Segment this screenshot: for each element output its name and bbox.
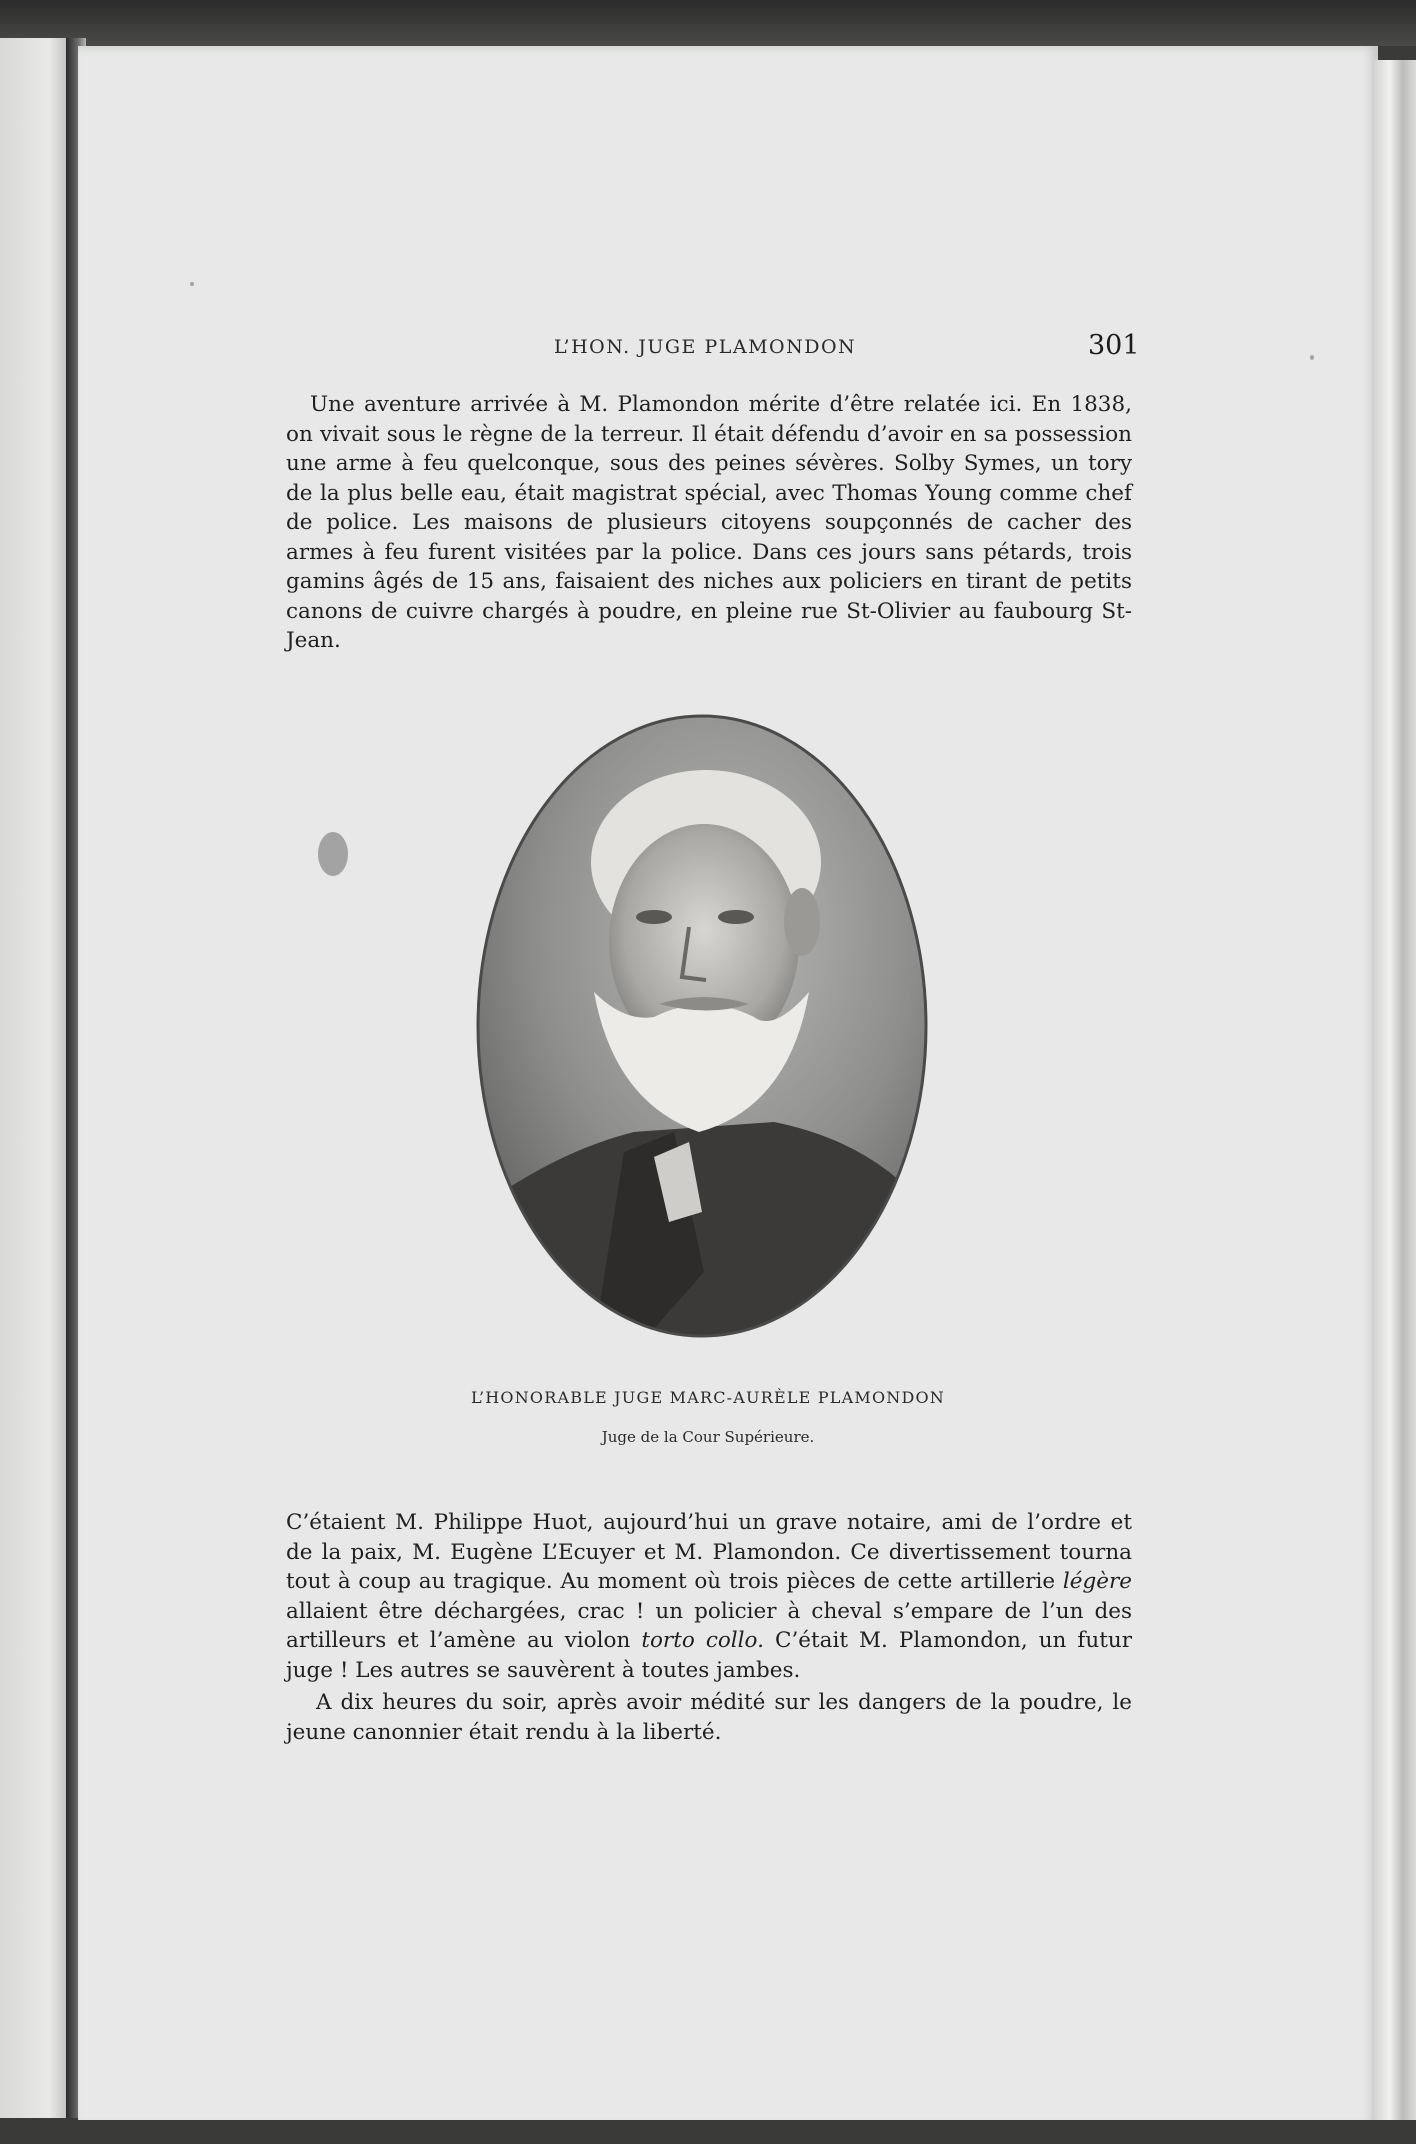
page-fore-edge bbox=[1372, 60, 1416, 2140]
portrait-caption-title: Juge de la Cour Supérieure. bbox=[601, 1428, 815, 1446]
paragraph-2 bbox=[286, 1508, 1132, 1685]
scan-top-edge bbox=[0, 0, 1416, 46]
paragraph-2-text-a: C’étaient M. Philippe Huot, aujourd’hui un grave notaire, ami de l’ordre et de la paix, M. Eugène L’Ecuyer et M. Plamondon. Ce divertissement tourna tout à coup au tragique. Au moment où trois pièces de cette artillerie bbox=[286, 1510, 1132, 1594]
paragraph-2-text-b: allaient être déchargées, crac ! un policier à cheval s’empare de l’un des artilleurs et l’amène au violon bbox=[286, 1598, 1132, 1653]
paragraph-1: Une aventure arrivée à M. Plamondon mérite d’être relatée ici. En 1838, on vivait sous le règne de la terreur. Il était défendu d’avoir en sa possession une arme à feu quelconque, sous des peines sévères. Solby Symes, un tory de la plus belle eau, était magistrat spécial, avec Thomas Young comme chef de police. Les maisons de plusieurs citoyens soupçonnés de cacher des armes à feu furent visitées par la police. Dans ces jours sans pétards, trois gamins âgés de 15 ans, faisaient des niches aux policiers en tirant de petits canons de cuivre chargés à poudre, en pleine rue St-Olivier au faubourg St-Jean. bbox=[286, 392, 1132, 653]
paragraph-2-text-c: C’était M. Plamondon, un futur juge ! Les autres se sauvèrent à toutes jambes. bbox=[286, 1628, 1132, 1683]
ink-speck bbox=[318, 832, 348, 876]
running-head-title: L’HON. JUGE PLAMONDON bbox=[554, 336, 857, 358]
oval-portrait-svg bbox=[474, 712, 930, 1340]
portrait-caption-name: L’HONORABLE JUGE MARC-AURÈLE PLAMONDON bbox=[470, 1388, 946, 1407]
page-number: 301 bbox=[1088, 330, 1140, 361]
paragraph-3: A dix heures du soir, après avoir médité sur les dangers de la poudre, le jeune canonnier était rendu à la liberté. bbox=[286, 1690, 1132, 1745]
portrait-image bbox=[474, 712, 930, 1340]
ink-speck bbox=[190, 282, 194, 286]
paragraph-2-italic-legere: légère bbox=[1062, 1569, 1132, 1594]
scan-bottom-edge bbox=[0, 2120, 1416, 2144]
running-head bbox=[0, 330, 1416, 370]
paragraph-2-italic-torto-collo: torto collo. bbox=[641, 1628, 764, 1653]
